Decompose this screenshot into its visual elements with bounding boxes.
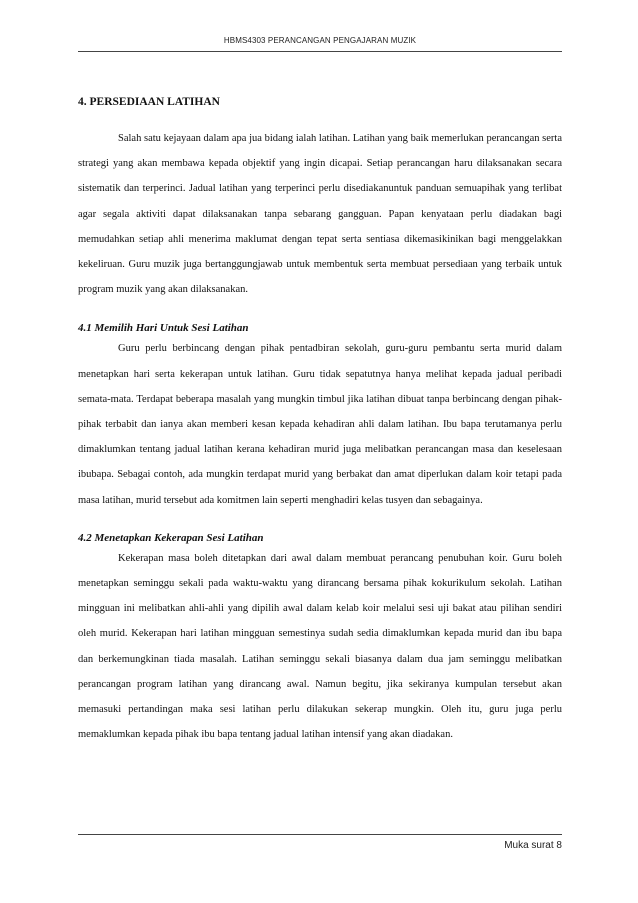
section-paragraph: Salah satu kejayaan dalam apa jua bidang ialah latihan. Latihan yang baik memerlukan perancangan serta strategi yang akan membawa kepada objektif yang ingin dicapai. Setiap perancangan haru dilaksanakan secara sistematik dan terperinci. Jadual latihan yang terperinci perlu disediakanuntuk panduan semuapihak yang terlibat agar segala aktiviti dapat dilaksanakan tanpa sebarang gangguan. Papan kenyataan perlu diadakan bagi memudahkan setiap ahli menerima maklumat dengan tepat serta sentiasa dikemasikinikan bagi menggelakkan kekeliruan. Guru muzik juga bertanggungjawab untuk membentuk serta membuat persediaan yang terbaik untuk program muzik yang akan dilaksanakan. bbox=[78, 133, 562, 296]
subsection-heading-4-2: 4.2 Menetapkan Kekerapan Sesi Latihan bbox=[78, 531, 264, 544]
subsection-paragraph-4-2: Kekerapan masa boleh ditetapkan dari awal dalam membuat perancang penubuhan koir. Guru boleh menetapkan seminggu sekali pada waktu-waktu yang dirancang bersama pihak kokurikulum sekolah. Latihan mingguan ini melibatkan ahli-ahli yang dipilih awal dalam kelab koir melalui sesi uji bakat atau pilihan sendiri oleh murid. Kekerapan hari latihan mingguan semestinya sudah sedia dimaklumkan kepada murid dan ibu bapa dan berkemungkinan tiada masalah. Latihan seminggu sekali biasanya dalam dua jam seminggu melibatkan perancangan program latihan yang dirancang awal. Namun begitu, jika sekiranya kumpulan tersebut akan memasuki pertandingan maka sesi latihan perlu dilakukan sekerap mungkin. Oleh itu, guru juga perlu memaklumkan kepada pihak ibu bapa tentang jadual latihan intensif yang akan diadakan. bbox=[78, 552, 562, 741]
subsection-paragraph-4-1: Guru perlu berbincang dengan pihak pentadbiran sekolah, guru-guru pembantu serta murid dalam menetapkan hari serta kekerapan untuk latihan. Guru tidak sepatutnya hanya melihat kepada jadual peribadi semata-mata. Terdapat beberapa masalah yang mungkin timbul jika latihan dibuat tanpa berbincang dengan pihak-pihak terbabit dan ianya akan memberi kesan kepada kehadiran ahli dalam latihan. Ibu bapa terutamanya perlu dimaklumkan tentang jadual latihan kerana kehadiran murid juga melibatkan perancangan masa dan keselesaan ibubapa. Sebagai contoh, ada mungkin terdapat murid yang berbakat dan amat diperlukan dalam koir tetapi pada masa latihan, murid tersebut ada komitmen lain seperti menghadiri kelas tusyen dan sebagainya. bbox=[78, 343, 562, 506]
footer-rule bbox=[78, 834, 562, 835]
subsection-heading-4-1: 4.1 Memilih Hari Untuk Sesi Latihan bbox=[78, 322, 249, 335]
running-header: HBMS4303 PERANCANGAN PENGAJARAN MUZIK bbox=[223, 36, 417, 45]
section-heading: 4. PERSEDIAAN LATIHAN bbox=[78, 96, 220, 108]
spacer bbox=[78, 302, 562, 322]
header-rule bbox=[78, 51, 562, 52]
spacer bbox=[78, 513, 562, 532]
page-body bbox=[78, 96, 562, 747]
page-number: Muka surat 8 bbox=[504, 840, 562, 851]
